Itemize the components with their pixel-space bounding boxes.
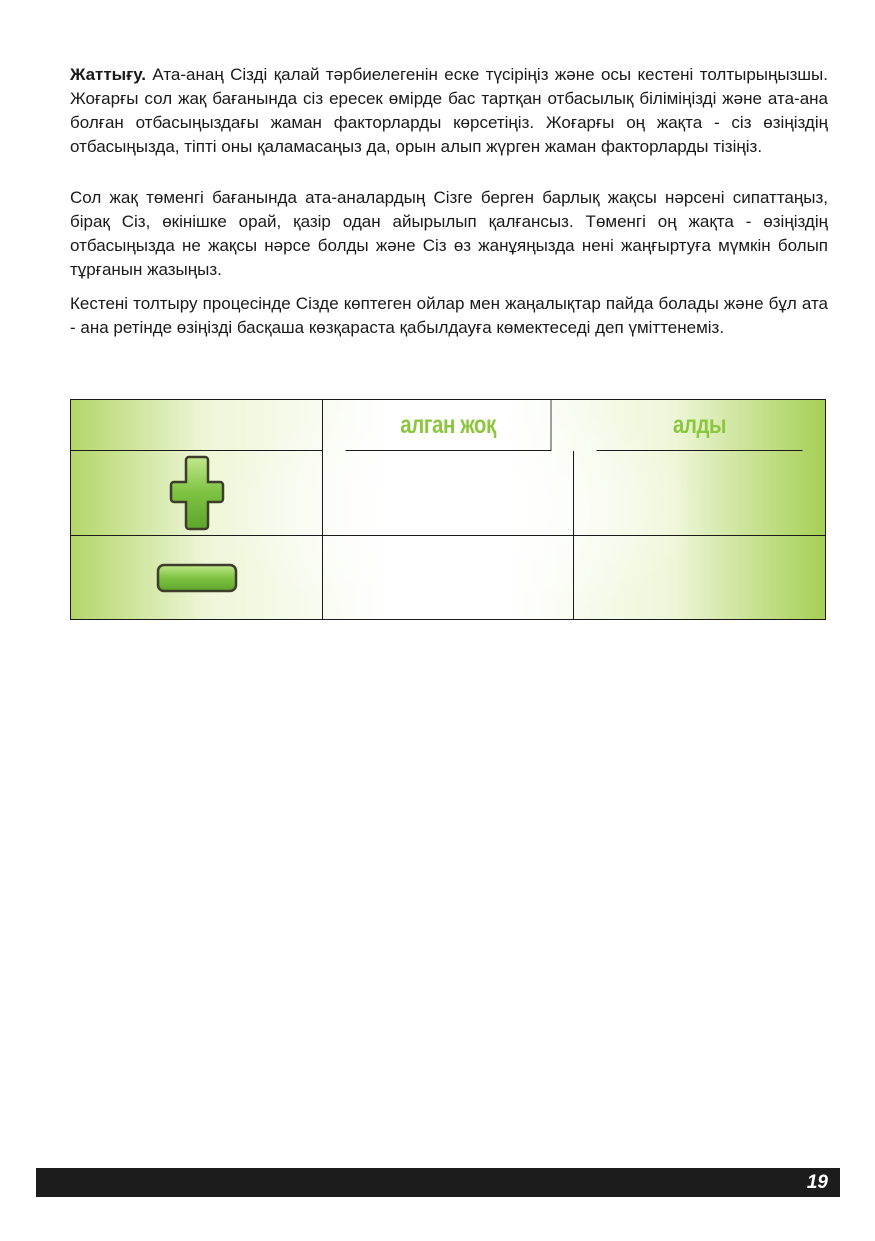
cell-minus-received[interactable] bbox=[574, 536, 825, 619]
table-corner-cell bbox=[71, 400, 323, 451]
plus-icon bbox=[167, 453, 227, 533]
column-header-did-not-receive: алган жоқ bbox=[346, 400, 552, 451]
instruction-text-1: Ата-анаң Сізді қалай тәрбиелегенін еске түсіріңіз және осы кестені толтырыңызшы. Жоғарғы сол жақ бағанында сіз ересек өмірде бас тартқан отбасылық біліміңізді және ата-ана болған отбасыңыздағы жаман факторларды көрсетіңіз. Жоғарғы оң жақта - сіз өзіңіздің отбасыңызда, тіпті оны қаламасаңыз да, орын алып жүрген жаман факторларды тізіңіз. bbox=[70, 65, 828, 156]
row-header-plus bbox=[71, 451, 323, 536]
instruction-paragraph-2: Сол жақ төменгі бағанында ата-аналардың Сізге берген барлық жақсы нәрсені сипаттаңыз, бірақ Сіз, өкінішке орай, қазір одан айырылып қалғансыз. Төменгі оң жақта - өзіңіздің отбасыңызда не жақсы нәрсе болды және Сіз өз жанұяңызда нені жаңғыртуға мүмкін болып тұрғанын жазыңыз. bbox=[70, 188, 828, 279]
page-number: 19 bbox=[806, 1172, 828, 1193]
footer-bar bbox=[36, 1168, 840, 1197]
column-header-received: алды bbox=[597, 400, 803, 451]
cell-plus-did-not-receive[interactable] bbox=[323, 451, 574, 536]
instruction-paragraph-1 bbox=[70, 63, 828, 159]
minus-icon bbox=[155, 562, 239, 594]
row-header-minus bbox=[71, 536, 323, 619]
cell-minus-did-not-receive[interactable] bbox=[323, 536, 574, 619]
exercise-label: Жаттығу. bbox=[70, 65, 146, 84]
instruction-paragraph-3: Кестені толтыру процесінде Сізде көптеген ойлар мен жаңалықтар пайда болады және бұл ата - ана ретінде өзіңізді басқаша көзқараста қабылдауға көмектеседі деп үміттенеміз. bbox=[70, 294, 828, 337]
exercise-table bbox=[70, 399, 826, 620]
cell-plus-received[interactable] bbox=[574, 451, 825, 536]
